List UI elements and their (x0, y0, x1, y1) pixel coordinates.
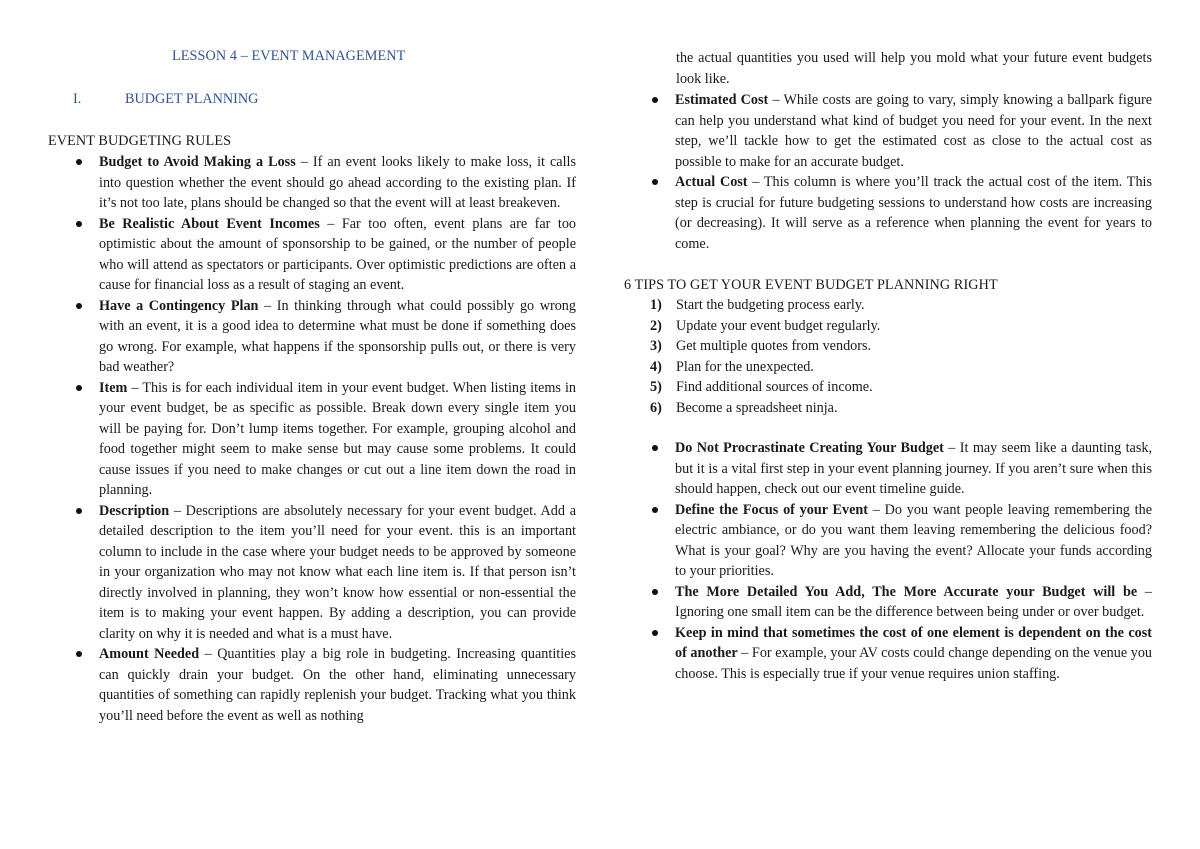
item-term: Do Not Procrastinate Creating Your Budget (675, 440, 944, 456)
section-title: BUDGET PLANNING (125, 91, 259, 107)
tip-number: 1) (650, 297, 662, 313)
bullet-icon (76, 303, 82, 309)
item-text: – In thinking through what could possibly go wrong with an event, it is a good idea to determine what must be done if something does go wrong. For example, what happens if the sponsorship pulls out, or there is very bad weather? (99, 297, 576, 375)
list-item (48, 296, 576, 378)
item-term: Define the Focus of your Event (675, 501, 869, 518)
list-item (624, 377, 880, 398)
list-item (624, 357, 880, 378)
lesson-title: LESSON 4 – EVENT MANAGEMENT (172, 48, 406, 64)
left-column (48, 0, 576, 849)
list-item (48, 152, 576, 214)
item-term: Description (99, 502, 170, 519)
section-heading (73, 89, 258, 110)
bullet-icon (76, 385, 82, 391)
list-item (624, 336, 880, 357)
item-term: Have a Contingency Plan (99, 297, 259, 314)
tip-text: Update your event budget regularly. (676, 317, 881, 334)
tip-text: Become a spreadsheet ninja. (676, 399, 838, 416)
tip-text: Plan for the unexpected. (676, 358, 814, 375)
list-item (48, 644, 576, 726)
item-term: The More Detailed You Add, The More Accurate your Budget will be (675, 583, 1138, 600)
list-item (48, 501, 576, 645)
bullet-icon (76, 159, 82, 165)
item-text: – While costs are going to vary, simply knowing a ballpark figure can help you understand what kind of budget you need for your event. In the next step, we’ll tackle how to get the estimated cost as close to the actual cost as possible to make for an accurate budget. (675, 92, 1152, 170)
tips-heading: 6 TIPS TO GET YOUR EVENT BUDGET PLANNING RIGHT (624, 277, 998, 293)
list-item (48, 214, 576, 296)
bullet-icon (76, 508, 82, 514)
item-term: Actual Cost (675, 174, 748, 190)
bullet-icon (652, 179, 658, 185)
list-item (624, 582, 1152, 623)
tip-number: 4) (650, 358, 662, 375)
rules-heading: EVENT BUDGETING RULES (48, 133, 232, 149)
bullet-icon (652, 507, 658, 513)
bullet-icon (652, 97, 658, 103)
continuation-text: the actual quantities you used will help you mold what your future event budgets look like. (676, 50, 1152, 87)
tip-number: 5) (650, 379, 662, 395)
item-text: – For example, your AV costs could change depending on the venue you choose. This is especially true if your venue requires union staffing. (675, 645, 1153, 682)
item-text: – Do you want people leaving remembering the electric ambiance, or do you want them leaving remembering the delicious food? What is your goal? Why are you having the event? Allocate your funds according to your priorities. (675, 501, 1153, 579)
item-term: Keep in mind that sometimes the cost of one element is dependent on the cost of another (675, 624, 1152, 661)
item-term: Estimated Cost (675, 92, 769, 108)
tip-number: 6) (650, 399, 662, 416)
bullet-icon (76, 651, 82, 657)
list-item (624, 500, 1152, 582)
tip-text: Find additional sources of income. (676, 379, 873, 395)
item-text: – This column is where you’ll track the actual cost of the item. This step is crucial for future budgeting sessions to understand how costs are increasing (or decreasing). It will serve as a reference when planning the event for years to come. (675, 174, 1153, 252)
bullet-icon (652, 445, 658, 451)
bullet-icon (76, 221, 82, 227)
tips-list (624, 295, 880, 418)
list-item (624, 90, 1152, 172)
tip-text: Get multiple quotes from vendors. (676, 338, 872, 354)
list-item (624, 398, 880, 419)
item-text: – It may seem like a daunting task, but it is a vital first step in your event planning journey. If you aren’t sure when this should happen, check out our event timeline guide. (675, 440, 1152, 497)
list-item (624, 438, 1152, 500)
item-text: – If an event looks likely to make loss, it calls into question whether the event should go ahead according to the existing plan. If it’s not too late, plans should be changed so that the event will at least breakeven. (99, 154, 576, 211)
list-item (624, 295, 880, 316)
bullet-icon (652, 630, 658, 636)
rules-list (48, 152, 576, 726)
tip-number: 3) (650, 338, 662, 354)
item-text: – This is for each individual item in your event budget. When listing items in your event budget, be as specific as possible. Break down every single item you will be paying for. Don’t lump items together. For example, grouping alcohol and food together might seem to make sense but may cause some problems. It could cause issues if you need to make changes or cut out a line item down the road in planning. (99, 379, 576, 498)
item-text: – Quantities play a big role in budgeting. Increasing quantities can quickly drain your budget. On the other hand, eliminating unnecessary quantities of something can rapidly replenish your budget. Tracking what you think you’ll need before the event as well as nothing (99, 646, 576, 724)
list-item (624, 316, 880, 337)
item-term: Budget to Avoid Making a Loss (99, 154, 296, 170)
list-item (624, 172, 1152, 254)
tip-number: 2) (650, 317, 662, 334)
list-item (48, 378, 576, 501)
item-term: Be Realistic About Event Incomes (99, 215, 320, 232)
right-column (624, 0, 1152, 849)
advice-list (624, 438, 1152, 684)
item-term: Amount Needed (99, 646, 200, 662)
bullet-icon (652, 589, 658, 595)
item-text: – Far too often, event plans are far too optimistic about the amount of sponsorship to be gained, or the number of people who will attend as spectators or participants. Over optimistic predictions are often a cause for financial loss as a result of staging an event. (99, 215, 577, 293)
tip-text: Start the budgeting process early. (676, 297, 865, 313)
item-text: – Ignoring one small item can be the difference between being under or over budget. (675, 583, 1152, 620)
item-text: – Descriptions are absolutely necessary for your event budget. Add a detailed description to the item you’ll need for your event. this is an important column to include in the case where your budget needs to be approved by someone in your organization who may not know what each line item is. If that person isn’t directly involved in planning, they won’t know how essential or non-essential the item is to making your event happen. By adding a description, you can provide clarity on why it is needed and what is a must have. (99, 502, 576, 642)
cost-list (624, 90, 1152, 254)
list-item (624, 623, 1152, 685)
section-number: I. (73, 91, 82, 107)
item-term: Item (99, 379, 128, 396)
